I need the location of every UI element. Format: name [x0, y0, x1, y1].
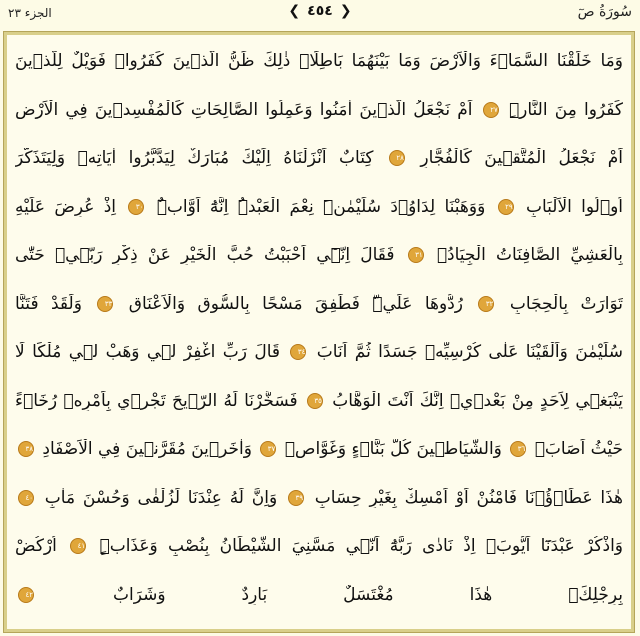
- text-line: [15, 294, 623, 314]
- verse-text: قَالَ رَبِّ اغْفِرْ لٖي وَهَبْ لٖي مُلْكًا لَا: [15, 342, 281, 362]
- verse-text: كَفَرُوا مِنَ النَّارِۜ: [501, 99, 623, 120]
- text-line: [15, 488, 623, 508]
- ayah-number-marker[interactable]: ٣٢: [478, 296, 494, 312]
- ayah-number-marker[interactable]: ٤٢: [18, 587, 34, 603]
- text-line: [15, 245, 623, 265]
- verse-text: اَمْ نَجْعَلُ الْمُتَّقٖينَ كَالْفُجَّارِ: [407, 148, 623, 168]
- ayah-number-marker[interactable]: ٣٦: [510, 441, 526, 457]
- ayah-number-marker[interactable]: ٢٨: [389, 150, 405, 166]
- ayah-number-marker[interactable]: ٤١: [70, 538, 86, 554]
- text-line: [15, 342, 623, 362]
- verse-text: تَوَارَتْ بِالْحِجَابِ: [497, 293, 623, 314]
- ayah-number-marker[interactable]: ٣٨: [18, 441, 34, 457]
- verse-text: بِالْعَشِيِّ الصَّافِنَاتُ الْجِيَادُۙ: [426, 245, 623, 265]
- verse-text: يَنْبَغٖي لِاَحَدٍ مِنْ بَعْدٖيۚ اِنَّكَ اَنْتَ الْوَهَّابُ: [325, 390, 623, 411]
- verse-text: وَاذْكُرْ عَبْدَنَٓا اَيُّوبَۢ اِذْ نَادٰى رَبَّهُٓ اَنّٖي مَسَّنِيَ الشَّيْطَانُ بِنُصْبٍ وَعَذَابٍۜ: [89, 536, 623, 556]
- page-navigator: [0, 3, 640, 19]
- text-line: [15, 585, 623, 605]
- verse-text: بِرِجْلِكَۚ هٰذَا مُغْتَسَلٌ بَارِدٌ وَشَرَابٌ: [37, 584, 623, 605]
- juz-label: الجزء ٢٣: [8, 6, 52, 20]
- verse-text: اُرْكُضْ: [15, 536, 57, 556]
- ayah-number-marker[interactable]: ٢٧: [483, 102, 499, 118]
- verse-text: هٰذَا عَطَاۤؤُ۬نَا فَامْنُنْ اَوْ اَمْسِكْ بِغَيْرِ حِسَابٍ: [307, 487, 623, 508]
- ayah-number-marker[interactable]: ٣٩: [288, 490, 304, 506]
- verse-text-area: [15, 41, 623, 623]
- verse-text: وَالشَّيَاطٖينَ كُلَّ بَنَّاۤءٍ وَغَوَّاصٍۙ: [279, 439, 502, 459]
- top-bar: [0, 0, 640, 28]
- text-line: [15, 51, 623, 71]
- ayah-number-marker[interactable]: ٣٠: [128, 199, 144, 215]
- text-line: [15, 536, 623, 556]
- ayah-number-marker[interactable]: ٣٥: [307, 393, 323, 409]
- surah-name: سُورَةُ صٓ: [577, 4, 632, 20]
- verse-text: وَاٰخَرٖينَ مُقَرَّنٖينَ فِي الْاَصْفَادِ: [37, 439, 252, 459]
- ayah-number-marker[interactable]: ٣١: [408, 247, 424, 263]
- verse-text: كِتَابٌ اَنْزَلْنَاهُ اِلَيْكَ مُبَارَكٌ لِيَدَّبَّرُوا اٰيَاتِهٖ وَلِيَتَذَكَّرَ: [15, 148, 374, 168]
- verse-text: وَاِنَّ لَهُ عِنْدَنَا لَزُلْفٰى وَحُسْنَ مَاٰبٍ: [37, 487, 278, 508]
- ayah-number-marker[interactable]: ٣٤: [290, 344, 306, 360]
- text-line: [15, 391, 623, 411]
- text-line: [15, 197, 623, 217]
- verse-text: اِذْ عُرِضَ عَلَيْهِ: [15, 196, 117, 217]
- verse-text: اُو۬لُوا الْاَلْبَابِ: [516, 196, 623, 217]
- ayah-number-marker[interactable]: ٢٩: [498, 199, 514, 215]
- verse-text: فَقَالَ اِنّٖٓي اَحْبَبْتُ حُبَّ الْخَيْرِ عَنْ ذِكْرِ رَبّٖيۚ حَتّٰى: [15, 245, 395, 265]
- verse-text: سُلَيْمٰنَ وَاَلْقَيْنَا عَلٰى كُرْسِيِّهٖ جَسَدًا ثُمَّ اَنَابَ: [309, 342, 623, 362]
- ayah-number-marker[interactable]: ٤٠: [18, 490, 34, 506]
- verse-text: وَمَا خَلَقْنَا السَّمَاۤءَ وَالْاَرْضَ وَمَا بَيْنَهُمَا بَاطِلًاۜ ذٰلِكَ ظَنُّ الَّذٖينَ كَفَرُواۚ فَوَيْلٌ لِلَّذٖينَ: [15, 51, 623, 71]
- verse-text: رُدُّوهَا عَلَيَّۜ فَطَفِقَ مَسْحًا بِالسُّوقِ وَالْاَعْنَاقِ: [116, 293, 464, 314]
- verse-text: حَيْثُ اَصَابَۙ: [529, 439, 623, 459]
- verse-text: وَوَهَبْنَا لِدَاوُ۫دَ سُلَيْمٰنَۜ نِعْمَ الْعَبْدُۜ اِنَّهُٓ اَوَّابٌۜ: [147, 196, 486, 217]
- chevron-left-icon[interactable]: ❮: [288, 3, 301, 19]
- verse-text: فَسَخَّرْنَا لَهُ الرّٖيحَ تَجْرٖي بِاَمْرِهٖ رُخَاۤءً: [15, 390, 298, 411]
- text-line: [15, 100, 623, 120]
- text-line: [15, 439, 623, 459]
- chevron-right-icon[interactable]: ❯: [339, 3, 352, 19]
- mushaf-page-frame: [4, 32, 634, 632]
- ayah-number-marker[interactable]: ٣٧: [260, 441, 276, 457]
- verse-text: اَمْ نَجْعَلُ الَّذٖينَ اٰمَنُوا وَعَمِلُوا الصَّالِحَاتِ كَالْمُفْسِدٖينَ فِي الْاَرْضِ: [15, 99, 473, 120]
- ayah-number-marker[interactable]: ٣٣: [97, 296, 113, 312]
- verse-text: وَلَقَدْ فَتَنَّا: [15, 293, 82, 314]
- page-number: ٤٥٤: [307, 3, 333, 19]
- text-line: [15, 148, 623, 168]
